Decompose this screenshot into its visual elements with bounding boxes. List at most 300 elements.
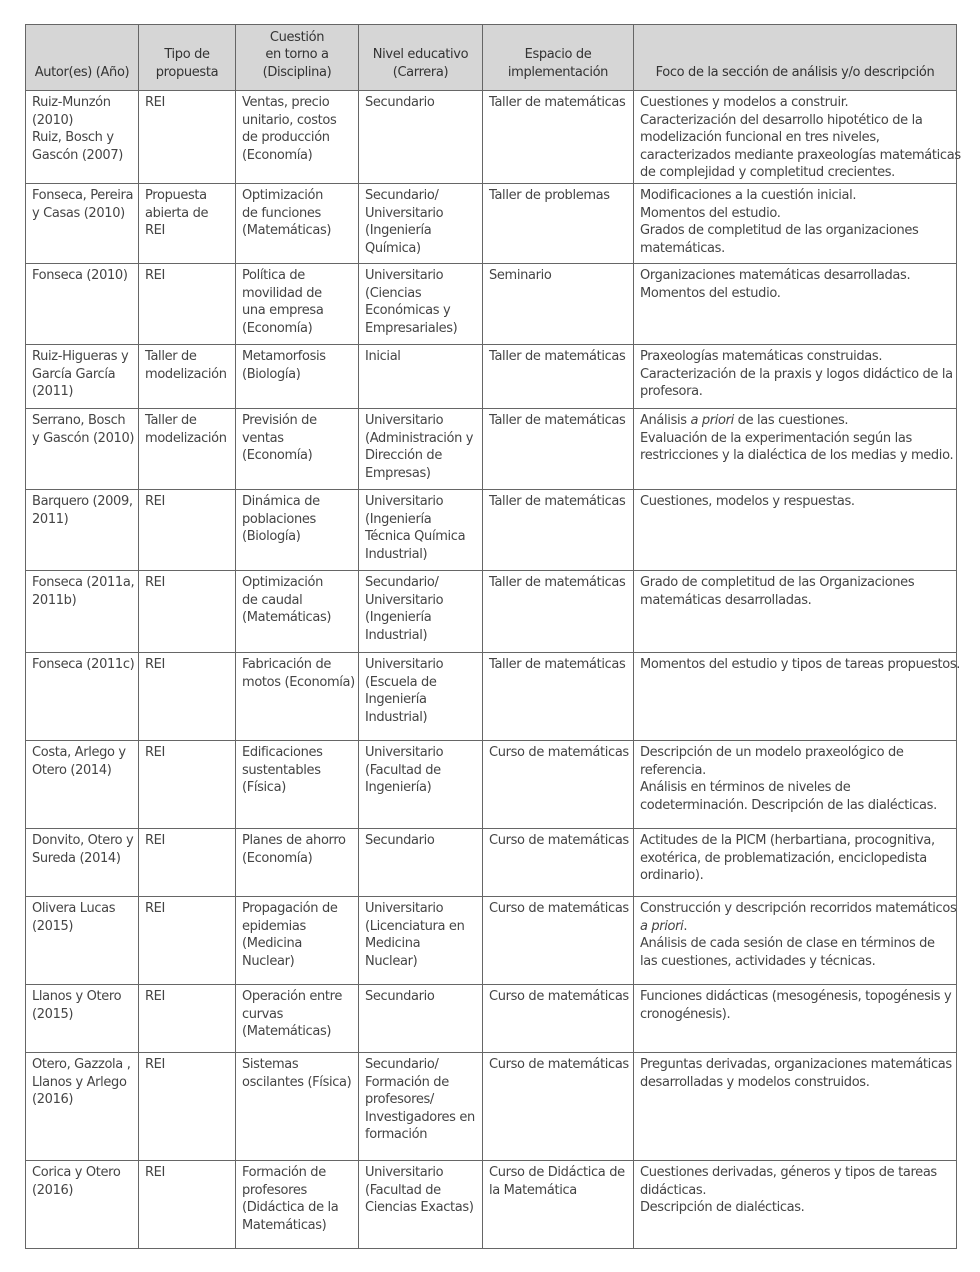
cell-proposal-type xyxy=(139,91,236,184)
cell-line: restricciones y la dialéctica de los medias y medio. xyxy=(640,448,954,463)
cell-author xyxy=(26,571,139,653)
cell-line: movilidad de xyxy=(242,285,322,301)
cell-line: de funciones xyxy=(242,205,321,221)
cell-implementation-space xyxy=(483,571,634,653)
text-segment: Análisis xyxy=(640,413,691,428)
cell-line: profesores xyxy=(242,1182,307,1198)
cell-line: Análisis de cada sesión de clase en términos de xyxy=(640,936,935,951)
cell-line: Curso de matemáticas xyxy=(489,833,629,848)
cell-line: Actitudes de la PICM (herbartiana, procognitiva, xyxy=(640,833,935,848)
cell-line: ventas xyxy=(242,430,284,446)
cell-line: (Didáctica de la xyxy=(242,1200,339,1215)
cell-line: Grado de completitud de las Organizaciones xyxy=(640,575,915,590)
cell-analysis-focus xyxy=(634,490,957,571)
cell-line: abierta de xyxy=(145,205,209,221)
cell-line: de caudal xyxy=(242,592,303,608)
cell-line: Universitario xyxy=(365,745,444,760)
cell-line: Fonseca, Pereira xyxy=(32,188,134,203)
table-row xyxy=(26,184,957,264)
table-row xyxy=(26,1161,957,1249)
cell-education-level xyxy=(359,490,483,571)
cell-education-level xyxy=(359,1161,483,1249)
literature-review-table xyxy=(25,24,961,1249)
table-row xyxy=(26,490,957,571)
header-implementation-space xyxy=(483,25,634,91)
cell-line: Caracterización del desarrollo hipotético de la xyxy=(640,112,923,128)
cell-line: Universitario xyxy=(365,413,444,428)
cell-line: Dinámica de xyxy=(242,494,320,509)
cell-question-discipline xyxy=(236,345,359,409)
cell-line: (Facultad de xyxy=(365,1182,441,1198)
cell-line: Ruiz-Higueras y xyxy=(32,349,129,364)
cell-education-level xyxy=(359,653,483,741)
cell-line: Universitario xyxy=(365,1165,444,1180)
cell-analysis-focus xyxy=(634,1053,957,1161)
cell-line: (Facultad de xyxy=(365,762,441,778)
cell-line: Otero (2014) xyxy=(32,762,112,778)
cell-author xyxy=(26,741,139,829)
text-segment: . xyxy=(683,918,688,934)
cell-implementation-space xyxy=(483,91,634,184)
cell-line: REI xyxy=(145,494,166,509)
cell-analysis-focus xyxy=(634,264,957,345)
cell-line: Ruiz-Munzón xyxy=(32,95,111,110)
cell-line: (Disciplina) xyxy=(262,64,332,80)
cell-author xyxy=(26,985,139,1053)
cell-proposal-type xyxy=(139,1053,236,1161)
italic-segment: a priori xyxy=(640,918,684,934)
cell-line: Funciones didácticas (mesogénesis, topogénesis y xyxy=(640,989,952,1004)
cell-author xyxy=(26,653,139,741)
cell-proposal-type xyxy=(139,829,236,897)
cell-proposal-type xyxy=(139,184,236,264)
cell-line: Industrial) xyxy=(365,627,428,643)
cell-line: curvas xyxy=(242,1006,284,1022)
cell-question-discipline xyxy=(236,184,359,264)
cell-line: Política de xyxy=(242,268,305,283)
cell-line: (2015) xyxy=(32,1006,74,1022)
cell-line: Edificaciones xyxy=(242,745,323,760)
cell-author xyxy=(26,897,139,985)
cell-line: Análisis en términos de niveles de xyxy=(640,780,851,795)
cell-line: propuesta xyxy=(155,64,219,80)
cell-proposal-type xyxy=(139,653,236,741)
cell-question-discipline xyxy=(236,897,359,985)
cell-proposal-type xyxy=(139,571,236,653)
cell-implementation-space xyxy=(483,653,634,741)
cell-line: Llanos y Otero xyxy=(32,989,122,1004)
cell-line: Sistemas xyxy=(242,1057,299,1072)
cell-line: (Economía) xyxy=(242,850,313,866)
cell-line: Cuestiones, modelos y respuestas. xyxy=(640,494,855,509)
cell-line: Inicial xyxy=(365,349,401,364)
cell-author xyxy=(26,264,139,345)
cell-line: Propuesta xyxy=(145,188,207,203)
cell-line: (Ingeniería xyxy=(365,223,432,238)
cell-line: Fonseca (2011c) xyxy=(32,657,135,672)
cell-line: (2015) xyxy=(32,918,74,934)
cell-analysis-focus xyxy=(634,653,961,741)
cell-line: Industrial) xyxy=(365,709,428,725)
cell-line: (Ciencias xyxy=(365,285,422,301)
header-education-level xyxy=(359,25,483,91)
cell-line: Formación de xyxy=(242,1165,326,1180)
cell-line: Gascón (2007) xyxy=(32,147,123,163)
cell-line: Universitario xyxy=(365,657,444,672)
cell-line: Curso de matemáticas xyxy=(489,1057,629,1072)
cell-proposal-type xyxy=(139,1161,236,1249)
cell-line: (2011) xyxy=(32,384,74,399)
cell-line: (Escuela de xyxy=(365,674,437,690)
header-analysis-focus xyxy=(634,25,957,91)
header-author xyxy=(26,25,139,91)
cell-implementation-space xyxy=(483,264,634,345)
cell-line: Investigadores en xyxy=(365,1109,475,1125)
cell-line: Taller de matemáticas xyxy=(489,494,626,509)
cell-line: modelización xyxy=(145,366,227,382)
cell-education-level xyxy=(359,345,483,409)
cell-line xyxy=(640,412,950,430)
cell-line: (Economía) xyxy=(242,320,313,336)
cell-line: 2011b) xyxy=(32,592,77,608)
cell-line: Cuestiones derivadas, géneros y tipos de tareas xyxy=(640,1165,937,1180)
cell-line: Universitario xyxy=(365,592,444,608)
cell-line: REI xyxy=(145,575,166,590)
cell-line: Universitario xyxy=(365,901,444,916)
cell-line: Praxeologías matemáticas construidas. xyxy=(640,349,883,364)
table-row xyxy=(26,829,957,897)
table-row xyxy=(26,345,957,409)
cell-line: 2011) xyxy=(32,511,69,527)
cell-line: Cuestión xyxy=(269,29,325,45)
cell-line: Fonseca (2010) xyxy=(32,268,128,283)
table-row xyxy=(26,409,957,490)
header-proposal-type xyxy=(139,25,236,91)
cell-line: Sureda (2014) xyxy=(32,850,121,866)
table-row xyxy=(26,571,957,653)
cell-line: REI xyxy=(145,95,166,110)
cell-line: (Biología) xyxy=(242,366,301,382)
cell-line: Momentos del estudio. xyxy=(640,205,781,221)
cell-line: Curso de matemáticas xyxy=(489,989,629,1004)
cell-line: Caracterización de la praxis y logos didáctico de la xyxy=(640,366,953,382)
cell-proposal-type xyxy=(139,490,236,571)
cell-line: epidemias xyxy=(242,918,306,934)
cell-implementation-space xyxy=(483,490,634,571)
cell-line: Preguntas derivadas, organizaciones matemáticas xyxy=(640,1057,952,1072)
cell-author xyxy=(26,91,139,184)
table-row xyxy=(26,985,957,1053)
italic-segment: a priori xyxy=(690,413,734,428)
cell-line: Empresas) xyxy=(365,465,431,481)
cell-line: (Administración y xyxy=(365,430,474,446)
cell-line: Taller de matemáticas xyxy=(489,413,626,428)
cell-line: Secundario/ xyxy=(365,188,439,203)
cell-analysis-focus xyxy=(634,897,957,985)
cell-line: cronogénesis). xyxy=(640,1006,731,1022)
cell-line: Cuestiones y modelos a construir. xyxy=(640,95,849,110)
cell-implementation-space xyxy=(483,829,634,897)
cell-line: (Medicina xyxy=(242,936,302,951)
cell-proposal-type xyxy=(139,897,236,985)
cell-line: ordinario). xyxy=(640,868,704,883)
cell-line: Tipo de xyxy=(164,47,210,62)
cell-education-level xyxy=(359,741,483,829)
cell-implementation-space xyxy=(483,409,634,490)
cell-line: referencia. xyxy=(640,762,706,778)
cell-line: Serrano, Bosch xyxy=(32,413,126,428)
cell-line: implementación xyxy=(507,64,609,80)
cell-line: Fonseca (2011a, xyxy=(32,575,135,590)
cell-line: Optimización xyxy=(242,188,324,203)
table-row xyxy=(26,653,957,741)
cell-line: formación xyxy=(365,1127,428,1142)
table-row xyxy=(26,264,957,345)
cell-question-discipline xyxy=(236,829,359,897)
cell-line: Costa, Arlego y xyxy=(32,745,126,760)
cell-author xyxy=(26,829,139,897)
cell-proposal-type xyxy=(139,264,236,345)
cell-line: Taller de matemáticas xyxy=(489,657,626,672)
cell-author xyxy=(26,409,139,490)
cell-line: Foco de la sección de análisis y/o descripción xyxy=(655,64,935,80)
cell-proposal-type xyxy=(139,409,236,490)
cell-line: (2016) xyxy=(32,1182,74,1198)
cell-implementation-space xyxy=(483,741,634,829)
cell-line: Previsión de xyxy=(242,413,317,428)
cell-line: (Biología) xyxy=(242,529,301,544)
cell-proposal-type xyxy=(139,345,236,409)
cell-author xyxy=(26,1161,139,1249)
cell-line: Donvito, Otero y xyxy=(32,833,134,848)
cell-analysis-focus xyxy=(634,1161,957,1249)
cell-line: Taller de xyxy=(145,413,197,428)
cell-line: unitario, costos xyxy=(242,112,337,128)
cell-line: REI xyxy=(145,833,166,848)
cell-question-discipline xyxy=(236,571,359,653)
cell-analysis-focus xyxy=(634,741,957,829)
cell-education-level xyxy=(359,1053,483,1161)
cell-line: REI xyxy=(145,989,166,1004)
cell-line: una empresa xyxy=(242,303,324,318)
cell-line: Ciencias Exactas) xyxy=(365,1200,474,1215)
cell-line: Barquero (2009, xyxy=(32,494,133,509)
cell-line: Dirección de xyxy=(365,448,442,463)
header-row xyxy=(26,25,957,91)
cell-line: (Licenciatura en xyxy=(365,918,465,934)
cell-question-discipline xyxy=(236,985,359,1053)
cell-line: Descripción de un modelo praxeológico de xyxy=(640,745,904,760)
cell-line: (Matemáticas) xyxy=(242,223,332,238)
cell-line: Ventas, precio xyxy=(242,95,330,110)
cell-analysis-focus xyxy=(634,829,957,897)
cell-line: Taller de xyxy=(145,349,197,364)
cell-line: codeterminación. Descripción de las dialécticas. xyxy=(640,797,937,813)
cell-line: Secundario/ xyxy=(365,575,439,590)
cell-line: Nivel educativo xyxy=(372,47,469,62)
cell-line: REI xyxy=(145,268,166,283)
cell-line: Formación de xyxy=(365,1074,449,1090)
cell-line: profesores/ xyxy=(365,1092,434,1107)
cell-question-discipline xyxy=(236,490,359,571)
cell-line: de producción xyxy=(242,130,330,145)
cell-line: Industrial) xyxy=(365,546,428,562)
cell-line: (2016) xyxy=(32,1092,74,1107)
cell-line: Fabricación de xyxy=(242,657,332,672)
cell-line: profesora. xyxy=(640,384,703,399)
cell-line: Universitario xyxy=(365,205,444,221)
cell-analysis-focus xyxy=(634,184,957,264)
cell-analysis-focus xyxy=(634,345,957,409)
cell-line: Taller de matemáticas xyxy=(489,349,626,364)
cell-education-level xyxy=(359,409,483,490)
cell-line: Seminario xyxy=(489,268,552,283)
cell-question-discipline xyxy=(236,91,359,184)
table-row xyxy=(26,897,957,985)
cell-analysis-focus xyxy=(634,409,957,490)
cell-education-level xyxy=(359,184,483,264)
cell-line: Grados de completitud de las organizaciones xyxy=(640,223,919,238)
cell-line: modelización xyxy=(145,430,227,446)
cell-line: las cuestiones, actividades y técnicas. xyxy=(640,953,876,969)
cell-line: (Economía) xyxy=(242,448,313,463)
cell-line: Empresariales) xyxy=(365,320,458,336)
cell-implementation-space xyxy=(483,985,634,1053)
cell-line: Secundario/ xyxy=(365,1057,439,1072)
cell-line: Ingeniería) xyxy=(365,780,432,795)
cell-education-level xyxy=(359,571,483,653)
cell-line: Taller de matemáticas xyxy=(489,95,626,110)
cell-line: Metamorfosis xyxy=(242,349,326,364)
cell-line: Momentos del estudio. xyxy=(640,285,781,301)
cell-line: poblaciones xyxy=(242,511,316,527)
header-question-discipline xyxy=(236,25,359,91)
cell-line: Corica y Otero xyxy=(32,1165,121,1180)
cell-question-discipline xyxy=(236,741,359,829)
cell-line: REI xyxy=(145,1165,166,1180)
cell-line: Secundario xyxy=(365,833,435,848)
cell-line xyxy=(640,918,950,936)
cell-line: de complejidad y completitud crecientes. xyxy=(640,165,895,180)
cell-education-level xyxy=(359,985,483,1053)
cell-line: Optimización xyxy=(242,575,324,590)
cell-line: Ingeniería xyxy=(365,692,427,707)
cell-line: (Ingeniería xyxy=(365,610,432,625)
cell-education-level xyxy=(359,897,483,985)
cell-line: Operación entre xyxy=(242,989,343,1004)
cell-line: Propagación de xyxy=(242,901,338,916)
cell-line: Momentos del estudio y tipos de tareas propuestos. xyxy=(640,657,961,672)
table-row xyxy=(26,741,957,829)
cell-line: en torno a xyxy=(265,47,329,62)
cell-line: exotérica, de problematización, enciclopedista xyxy=(640,850,927,866)
cell-line: Autor(es) (Año) xyxy=(34,64,130,80)
cell-line: Evaluación de la experimentación según las xyxy=(640,430,912,446)
table-row xyxy=(26,1053,957,1161)
cell-line: sustentables xyxy=(242,762,321,778)
text-segment: de las cuestiones. xyxy=(733,413,849,428)
cell-education-level xyxy=(359,264,483,345)
cell-question-discipline xyxy=(236,1161,359,1249)
cell-line: Descripción de dialécticas. xyxy=(640,1200,805,1215)
cell-line: Nuclear) xyxy=(242,953,295,969)
cell-line: (Física) xyxy=(242,780,286,795)
cell-line: Organizaciones matemáticas desarrolladas. xyxy=(640,268,911,283)
cell-implementation-space xyxy=(483,897,634,985)
cell-question-discipline xyxy=(236,1053,359,1161)
cell-line: Química) xyxy=(365,240,421,256)
cell-analysis-focus xyxy=(634,985,957,1053)
cell-line: Modificaciones a la cuestión inicial. xyxy=(640,188,857,203)
cell-proposal-type xyxy=(139,741,236,829)
cell-line: Secundario xyxy=(365,989,435,1004)
cell-question-discipline xyxy=(236,409,359,490)
cell-implementation-space xyxy=(483,345,634,409)
cell-line: (Economía) xyxy=(242,147,313,163)
cell-implementation-space xyxy=(483,1161,634,1249)
cell-line: Taller de matemáticas xyxy=(489,575,626,590)
cell-line: matemáticas desarrolladas. xyxy=(640,592,812,608)
cell-line: y Casas (2010) xyxy=(32,205,125,221)
cell-author xyxy=(26,345,139,409)
cell-proposal-type xyxy=(139,985,236,1053)
cell-line: Curso de matemáticas xyxy=(489,901,629,916)
cell-line: Espacio de xyxy=(524,47,592,62)
cell-author xyxy=(26,1053,139,1161)
cell-line: Construcción y descripción recorridos matemáticos xyxy=(640,901,957,916)
cell-line: (Carrera) xyxy=(392,64,449,80)
cell-line: Universitario xyxy=(365,268,444,283)
cell-author xyxy=(26,490,139,571)
cell-line: desarrolladas y modelos construidos. xyxy=(640,1074,870,1090)
cell-line: Llanos y Arlego xyxy=(32,1074,127,1090)
cell-line: (2010) xyxy=(32,112,74,128)
cell-line: Matemáticas) xyxy=(242,1217,327,1233)
cell-line: Técnica Química xyxy=(365,529,466,544)
cell-question-discipline xyxy=(236,653,359,741)
cell-education-level xyxy=(359,91,483,184)
cell-line: caracterizados mediante praxeologías matemáticas xyxy=(640,147,961,163)
cell-author xyxy=(26,184,139,264)
table-row xyxy=(26,91,957,184)
cell-analysis-focus xyxy=(634,571,957,653)
cell-line: REI xyxy=(145,901,166,916)
cell-line: (Matemáticas) xyxy=(242,1024,332,1039)
cell-line: Olivera Lucas xyxy=(32,901,116,916)
cell-line: REI xyxy=(145,745,166,760)
cell-line: Nuclear) xyxy=(365,953,418,969)
cell-analysis-focus xyxy=(634,91,961,184)
cell-line: REI xyxy=(145,657,166,672)
cell-line: (Matemáticas) xyxy=(242,610,332,625)
cell-implementation-space xyxy=(483,184,634,264)
cell-line: Económicas y xyxy=(365,303,451,318)
cell-line: y Gascón (2010) xyxy=(32,430,135,446)
cell-line: Otero, Gazzola , xyxy=(32,1057,131,1072)
cell-line: Secundario xyxy=(365,95,435,110)
cell-education-level xyxy=(359,829,483,897)
cell-implementation-space xyxy=(483,1053,634,1161)
cell-line: Planes de ahorro xyxy=(242,833,346,848)
cell-line: REI xyxy=(145,1057,166,1072)
cell-line: (Ingeniería xyxy=(365,511,432,527)
cell-line: la Matemática xyxy=(489,1182,577,1198)
cell-line: REI xyxy=(145,223,166,238)
cell-line: didácticas. xyxy=(640,1182,707,1198)
cell-line: Curso de Didáctica de xyxy=(489,1165,625,1180)
cell-line: García García xyxy=(32,366,116,382)
cell-line: matemáticas. xyxy=(640,240,725,256)
